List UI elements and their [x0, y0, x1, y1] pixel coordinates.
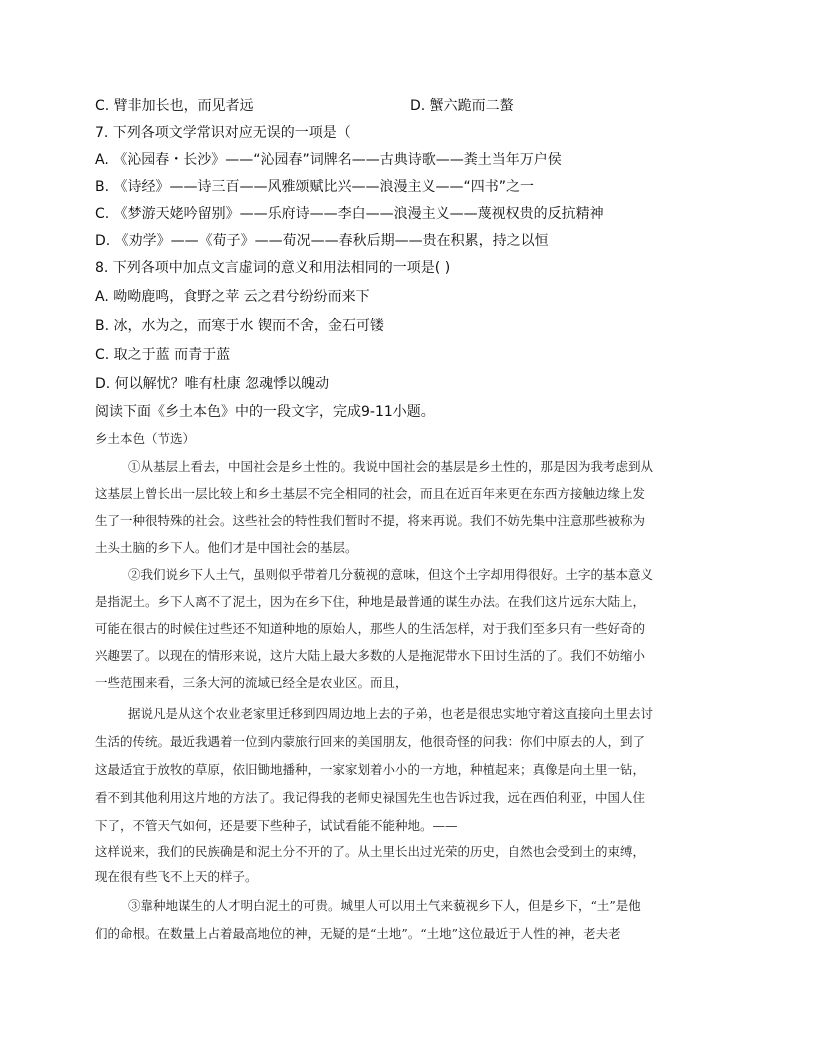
p1-line: 这基层上曾长出一层比较上和乡土基层不完全相同的社会，而且在近百年来更在东西方接触边缘上发: [95, 486, 646, 501]
p3-line: 这最适宜于放牧的草原，依旧锄地播种，一家家划着小小的一方地，种植起来；真像是向土里一钻，: [95, 762, 646, 777]
q8-option-d: D. 何以解忧？唯有杜康 忽魂悸以魄动: [95, 376, 330, 392]
p1-line: ①从基层上看去，中国社会是乡土性的。我说中国社会的基层是乡土性的，那是因为我考虑到从: [128, 459, 654, 474]
q7-stem: 7. 下列各项文学常识对应无误的一项是（: [95, 125, 351, 141]
q7-option-b: B. 《诗经》——诗三百——风雅颂赋比兴——浪漫主义——“四书”之一: [95, 179, 535, 195]
p1-line: 土头土脑的乡下人。他们才是中国社会的基层。: [95, 540, 358, 555]
q7-option-d: D. 《劝学》——《荀子》——荀况——春秋后期——贵在积累，持之以恒: [95, 233, 549, 249]
q6-option-c: C. 臂非加长也，而见者远: [95, 98, 254, 114]
reading-title: 乡土本色（节选）: [95, 431, 196, 446]
p3-line: 生活的传统。最近我遇着一位到内蒙旅行回来的美国朋友，他很奇怪的问我：你们中原去的人，到了: [95, 734, 646, 749]
q7-option-c: C. 《梦游天姥吟留别》——乐府诗——李白——浪漫主义——蔑视权贵的反抗精神: [95, 206, 604, 222]
p3-line: 这样说来，我们的民族确是和泥土分不开的了。从土里长出过光荣的历史，自然也会受到土的束缚，: [95, 844, 646, 859]
p3-line: 据说凡是从这个农业老家里迁移到四周边地上去的子弟，也老是很忠实地守着这直接向土里去讨: [128, 706, 654, 721]
q8-option-b: B. 冰，水为之，而寒于水 锲而不舍，金石可镂: [95, 318, 384, 334]
q8-stem: 8. 下列各项中加点文言虚词的意义和用法相同的一项是( ): [95, 260, 451, 276]
p2-line: 可能在很古的时候住过些还不知道种地的原始人，那些人的生活怎样，对于我们至多只有一些好奇的: [95, 621, 646, 636]
q8-option-a: A. 呦呦鹿鸣，食野之苹 云之君兮纷纷而来下: [95, 289, 370, 305]
reading-instruction: 阅读下面《乡土本色》中的一段文字，完成9-11小题。: [95, 404, 435, 420]
q6-options-row: [95, 97, 514, 115]
p3-line: 下了，不管天气如何，还是要下些种子，试试看能不能种地。——: [95, 818, 458, 833]
p2-line: 是指泥土。乡下人离不了泥土，因为在乡下住，种地是最普通的谋生办法。在我们这片远东大陆上，: [95, 594, 646, 609]
q8-option-c: C. 取之于蓝 而青于蓝: [95, 347, 231, 363]
p2-line: 一些范围来看，三条大河的流域已经全是农业区。而且，: [95, 675, 408, 690]
p3-line: 现在很有些飞不上天的样子。: [95, 869, 258, 884]
p3-line: 看不到其他利用这片地的方法了。我记得我的老师史禄国先生也告诉过我，远在西伯利亚，中国人住: [95, 790, 646, 805]
p4-line: ③靠种地谋生的人才明白泥土的可贵。城里人可以用土气来藐视乡下人，但是乡下，“土”是他: [128, 898, 641, 913]
q6-option-d: D. 蟹六跪而二螯: [410, 98, 514, 114]
q7-option-a: A. 《沁园春・长沙》——“沁园春”词牌名——古典诗歌——粪土当年万户侯: [95, 152, 562, 168]
p2-line: ②我们说乡下人土气，虽则似乎带着几分藐视的意味，但这个土字却用得很好。土字的基本意义: [128, 567, 654, 582]
p1-line: 生了一种很特殊的社会。这些社会的特性我们暂时不提，将来再说。我们不妨先集中注意那些被称为: [95, 513, 646, 528]
p2-line: 兴趣罢了。以现在的情形来说，这片大陆上最大多数的人是拖泥带水下田讨生活的了。我们不妨缩小: [95, 648, 646, 663]
p4-line: 们的命根。在数量上占着最高地位的神，无疑的是“土地”。“土地”这位最近于人性的神，老夫老: [95, 926, 621, 941]
